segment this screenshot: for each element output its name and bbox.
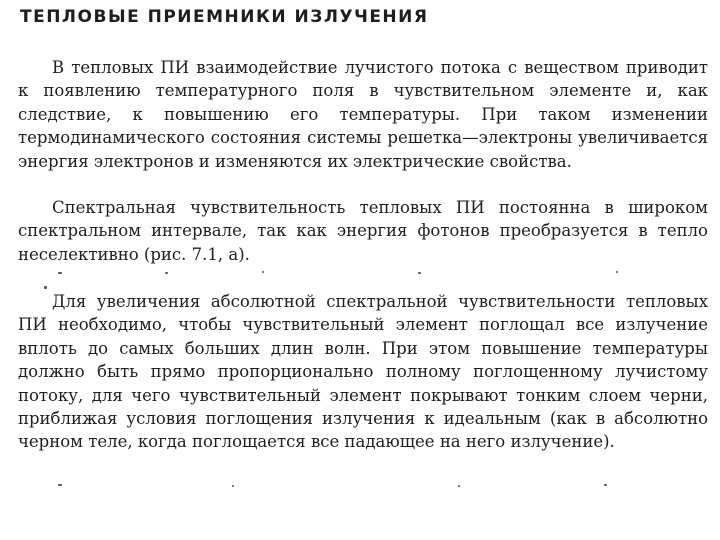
- paragraph-3: Для увеличения абсолютной спектральной чувствительности тепловых ПИ необходимо, чтобы чувствительный элемент поглощал все излучение вплоть до самых больших длин волн. При этом повышение температуры должно быть прямо пропорционально полному поглощенному лучистому потоку, для чего чувствительный элемент покрывают тонким слоем черни, приближая условия поглощения излучения к идеальным (как в абсолютно черном теле, когда поглощается все падающее на него излучение).: [18, 292, 708, 452]
- scan-speck: [44, 286, 47, 289]
- paragraph-1: В тепловых ПИ взаимодействие лучистого потока с веществом приводит к появлению температурного поля в чувствительном элементе и, как следствие, к повышению его температуры. При таком изменении термодинамического состояния системы решетка—электроны увеличивается энергия электронов и изменяются их электрические свойства.: [18, 58, 708, 171]
- scan-speck: [616, 271, 618, 273]
- scan-speck: [165, 272, 168, 274]
- scan-speck: [418, 272, 421, 274]
- scan-speck: [232, 485, 234, 487]
- scan-speck: [262, 271, 264, 273]
- scan-speck: [58, 484, 62, 486]
- scan-speck: [604, 484, 607, 486]
- page-title: ТЕПЛОВЫЕ ПРИЕМНИКИ ИЗЛУЧЕНИЯ: [20, 7, 429, 27]
- scan-speck: [58, 272, 62, 274]
- scan-speck: [458, 485, 460, 487]
- paragraph-2: Спектральная чувствительность тепловых ПИ постоянна в широком спектральном интервале, так как энергия фотонов преобразуется в тепло неселективно (рис. 7.1, а).: [18, 198, 708, 264]
